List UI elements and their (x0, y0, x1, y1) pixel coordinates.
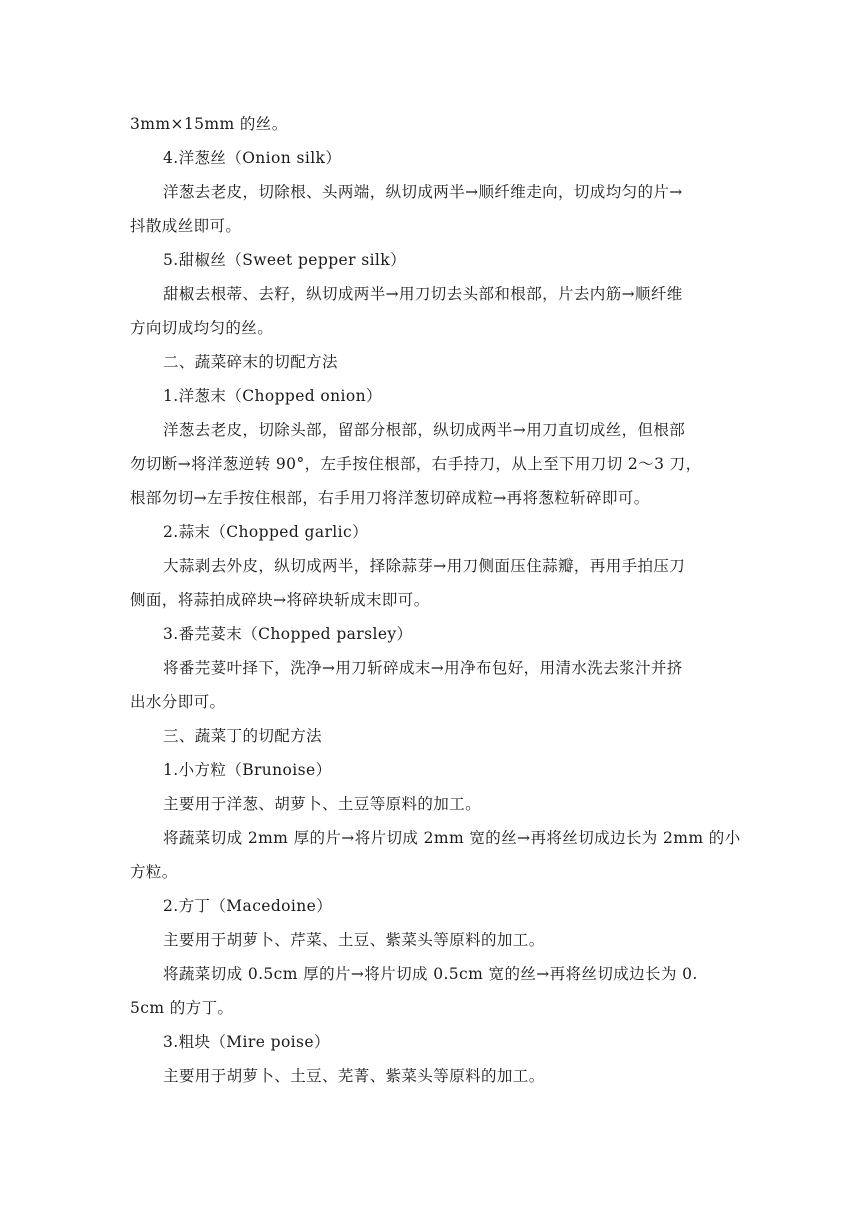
section-heading: 1.小方粒（Brunoise） (163, 761, 332, 779)
section-heading: 3.粗块（Mire poise） (163, 1033, 330, 1051)
text-line: 将蔬菜切成 2mm 厚的片→将片切成 2mm 宽的丝→再将丝切成边长为 2mm 的小 (163, 829, 741, 847)
text-line: 主要用于胡萝卜、土豆、芜菁、紫菜头等原料的加工。 (163, 1067, 545, 1085)
text-line: 勿切断→将洋葱逆转 90°，左手按住根部，右手持刀，从上至下用刀切 2～3 刀， (130, 455, 702, 473)
text-line: 方向切成均匀的丝。 (130, 319, 274, 337)
text-line: 方粒。 (130, 863, 178, 881)
text-line: 洋葱去老皮，切除头部，留部分根部，纵切成两半→用刀直切成丝，但根部 (163, 421, 686, 439)
text-line: 主要用于洋葱、胡萝卜、土豆等原料的加工。 (163, 795, 482, 813)
section-heading: 5.甜椒丝（Sweet pepper silk） (163, 251, 406, 269)
text-line: 出水分即可。 (130, 693, 226, 711)
text-line: 甜椒去根蒂、去籽，纵切成两半→用刀切去头部和根部，片去内筋→顺纤维 (163, 285, 683, 303)
text-line: 侧面，将蒜拍成碎块→将碎块斩成末即可。 (130, 591, 430, 609)
section-heading: 3.番芫荽末（Chopped parsley） (163, 625, 413, 643)
section-heading: 2.蒜末（Chopped garlic） (163, 523, 368, 541)
text-line: 5cm 的方丁。 (130, 999, 234, 1017)
section-heading: 1.洋葱末（Chopped onion） (163, 387, 382, 405)
text-line: 3mm×15mm 的丝。 (130, 115, 288, 133)
text-line: 洋葱去老皮，切除根、头两端，纵切成两半→顺纤维走向，切成均匀的片→ (163, 183, 683, 201)
text-line: 大蒜剥去外皮，纵切成两半，择除蒜芽→用刀侧面压住蒜瓣，再用手拍压刀 (163, 557, 686, 575)
text-line: 抖散成丝即可。 (130, 217, 242, 235)
text-line: 根部勿切→左手按住根部，右手用刀将洋葱切碎成粒→再将葱粒斩碎即可。 (130, 489, 650, 507)
chapter-heading: 二、蔬菜碎末的切配方法 (163, 353, 338, 371)
section-heading: 4.洋葱丝（Onion silk） (163, 149, 342, 167)
text-line: 将蔬菜切成 0.5cm 厚的片→将片切成 0.5cm 宽的丝→再将丝切成边长为 0. (163, 965, 698, 983)
text-line: 将番芫荽叶择下，洗净→用刀斩碎成末→用净布包好，用清水洗去浆汁并挤 (163, 659, 683, 677)
section-heading: 2.方丁（Macedoine） (163, 897, 333, 915)
chapter-heading: 三、蔬菜丁的切配方法 (163, 727, 323, 745)
text-line: 主要用于胡萝卜、芹菜、土豆、紫菜头等原料的加工。 (163, 931, 545, 949)
